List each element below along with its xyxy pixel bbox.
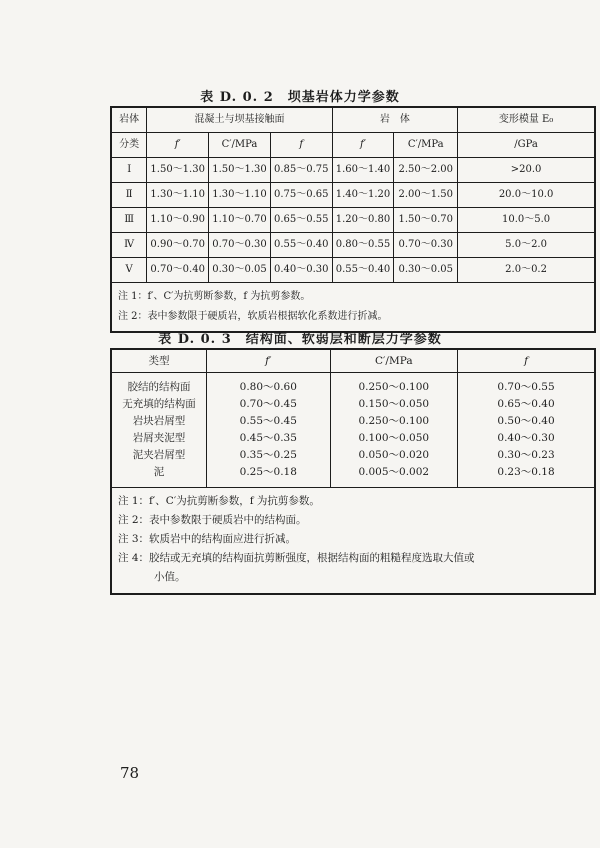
header-sub: C′/MPa [209,133,271,158]
value-cell: 5.0～2.0 [458,233,595,258]
value-cell: 1.50～1.30 [209,158,271,183]
value-cell: 0.70～0.30 [209,233,271,258]
value-cell: 0.250～0.100 [330,413,458,430]
value-cell: 0.85～0.75 [270,158,332,183]
value-cell: 0.45～0.35 [207,430,330,447]
value-cell: 1.40～1.20 [332,183,394,208]
value-cell: 0.250～0.100 [330,373,458,397]
value-cell: 0.75～0.65 [270,183,332,208]
header-group-contact: 混凝土与坝基接触面 [147,107,332,133]
table-row [111,373,595,397]
value-cell: 0.50～0.40 [458,413,595,430]
table1-caption: 表 D. 0. 2 坝基岩体力学参数 [200,90,400,105]
page-number: 78 [120,764,140,782]
rock-mechanics-table [110,106,596,333]
table-row [111,208,595,233]
value-cell: >20.0 [458,158,595,183]
table2-note: 注 4：胶结或无充填的结构面抗剪断强度，根据结构面的粗糙程度选取大值或 [118,552,475,565]
value-cell: 0.30～0.05 [209,258,271,283]
rock-class-cell: Ⅴ [111,258,147,283]
value-cell: 2.50～2.00 [394,158,458,183]
header-modulus-top: 变形模量 E₀ [458,107,595,133]
rock-class-cell: Ⅰ [111,158,147,183]
value-cell: 0.70～0.40 [147,258,209,283]
type-cell: 岩屑夹泥型 [111,430,207,447]
value-cell: 2.00～1.50 [394,183,458,208]
value-cell: 1.10～0.70 [209,208,271,233]
header-f-prime: f′ [207,349,330,373]
value-cell: 20.0～10.0 [458,183,595,208]
value-cell: 0.70～0.30 [394,233,458,258]
table-row [111,258,595,283]
header-group-rock: 岩 体 [332,107,458,133]
value-cell: 0.40～0.30 [270,258,332,283]
header-class-bottom: 分类 [111,133,147,158]
table-row [111,233,595,258]
value-cell: 10.0～5.0 [458,208,595,233]
value-cell: 0.70～0.55 [458,373,595,397]
value-cell: 0.050～0.020 [330,447,458,464]
value-cell: 1.10～0.90 [147,208,209,233]
table1-note: 注 2：表中参数限于硬质岩，软质岩根据软化系数进行折减。 [118,311,388,322]
value-cell: 0.55～0.45 [207,413,330,430]
table-row [111,396,595,413]
value-cell: 1.20～0.80 [332,208,394,233]
structural-plane-table [110,348,596,595]
table-row [111,413,595,430]
table-row [111,158,595,183]
type-cell: 无充填的结构面 [111,396,207,413]
value-cell: 1.50～1.30 [147,158,209,183]
value-cell: 1.30～1.10 [147,183,209,208]
value-cell: 0.100～0.050 [330,430,458,447]
table2-note: 注 3：软质岩中的结构面应进行折减。 [118,533,297,546]
header-type: 类型 [111,349,207,373]
header-sub: f [270,133,332,158]
type-cell: 胶结的结构面 [111,373,207,397]
table2-caption: 表 D. 0. 3 结构面、软弱层和断层力学参数 [158,332,442,347]
value-cell: 0.65～0.55 [270,208,332,233]
table1-note: 注 1：f′、C′为抗剪断参数，f 为抗剪参数。 [111,283,595,308]
value-cell: 1.60～1.40 [332,158,394,183]
table2-note: 注 1：f′、C′为抗剪断参数，f 为抗剪参数。 [111,488,595,512]
value-cell: 0.23～0.18 [458,464,595,488]
value-cell: 0.005～0.002 [330,464,458,488]
type-cell: 泥夹岩屑型 [111,447,207,464]
table-row [111,447,595,464]
value-cell: 0.55～0.40 [270,233,332,258]
value-cell: 0.35～0.25 [207,447,330,464]
header-modulus-bottom: /GPa [458,133,595,158]
header-sub: C′/MPa [394,133,458,158]
rock-class-cell: Ⅳ [111,233,147,258]
value-cell: 0.80～0.60 [207,373,330,397]
value-cell: 0.30～0.05 [394,258,458,283]
value-cell: 1.50～0.70 [394,208,458,233]
table-row [111,430,595,447]
type-cell: 泥 [111,464,207,488]
header-class-top: 岩体 [111,107,147,133]
value-cell: 0.80～0.55 [332,233,394,258]
value-cell: 0.150～0.050 [330,396,458,413]
table-row [111,464,595,488]
type-cell: 岩块岩屑型 [111,413,207,430]
value-cell: 0.65～0.40 [458,396,595,413]
value-cell: 0.40～0.30 [458,430,595,447]
value-cell: 0.25～0.18 [207,464,330,488]
table2-note: 小值。 [154,571,186,584]
header-f: f [458,349,595,373]
value-cell: 2.0～0.2 [458,258,595,283]
value-cell: 0.55～0.40 [332,258,394,283]
table2-note: 注 2：表中参数限于硬质岩中的结构面。 [118,514,307,527]
value-cell: 0.90～0.70 [147,233,209,258]
header-sub: f′ [332,133,394,158]
value-cell: 0.30～0.23 [458,447,595,464]
table-row [111,183,595,208]
header-c-prime: C′/MPa [330,349,458,373]
value-cell: 1.30～1.10 [209,183,271,208]
rock-class-cell: Ⅱ [111,183,147,208]
header-sub: f′ [147,133,209,158]
rock-class-cell: Ⅲ [111,208,147,233]
value-cell: 0.70～0.45 [207,396,330,413]
